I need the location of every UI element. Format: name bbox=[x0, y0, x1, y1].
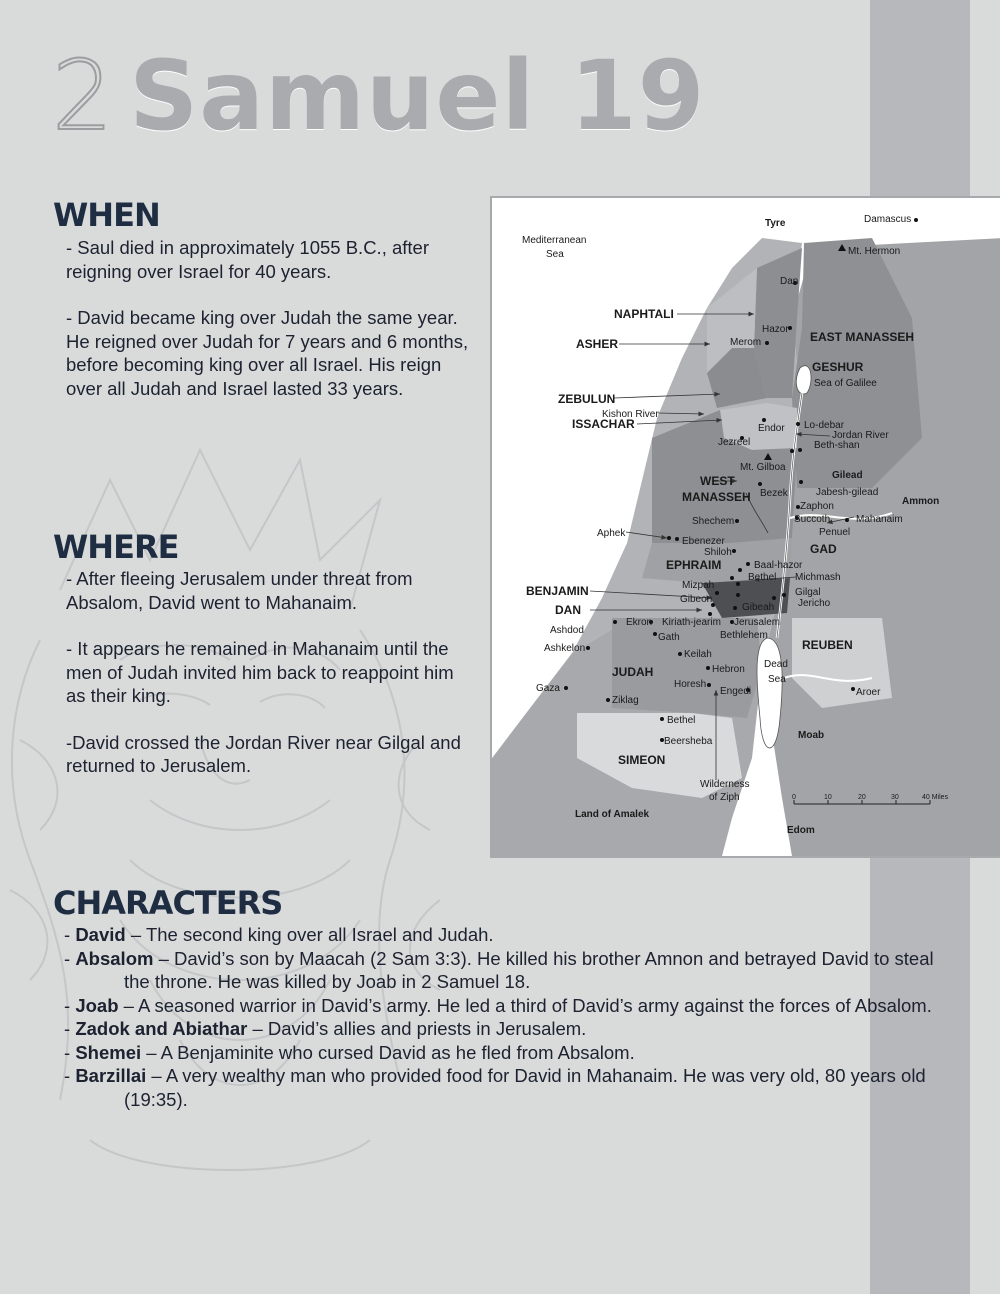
title-book-name: Samuel 19 bbox=[129, 40, 706, 152]
map-canvas bbox=[492, 198, 1000, 856]
map-label: REUBEN bbox=[802, 638, 853, 652]
character-item: - Absalom – David’s son by Maacah (2 Sam 3:3). He killed his brother Amnon and betrayed David to steal the throne. He was killed by Joab in 2 Samuel 18. bbox=[64, 947, 934, 992]
character-name: Zadok and Abiathar bbox=[75, 1018, 248, 1039]
characters-heading: CHARACTERS bbox=[53, 884, 283, 922]
character-item: - Barzillai – A very wealthy man who provided food for David in Mahanaim. He was very old, 80 years old (19:35). bbox=[64, 1065, 926, 1110]
map-label: Kishon River bbox=[602, 409, 659, 420]
map-label: Horesh bbox=[674, 679, 707, 690]
map-label: Succoth bbox=[794, 514, 831, 525]
map-label: Mediterranean bbox=[522, 235, 587, 246]
map-label: Mahanaim bbox=[856, 514, 903, 525]
map-label: Bethel bbox=[748, 572, 777, 583]
map-label: Zaphon bbox=[800, 501, 834, 512]
character-item: - Joab – A seasoned warrior in David’s army. He led a third of David’s army against the forces of Absalom. bbox=[64, 994, 932, 1016]
map-label: Hazor bbox=[762, 324, 789, 335]
map-label: Bethel bbox=[667, 715, 696, 726]
dead-sea bbox=[757, 638, 782, 748]
map-label: Aphek bbox=[597, 528, 626, 539]
character-description: – David’s son by Maacah (2 Sam 3:3). He killed his brother Amnon and betrayed David to steal the throne. He was killed by Joab in 2 Samuel 18. bbox=[124, 947, 934, 992]
map-label: Bezek bbox=[760, 488, 788, 499]
map-label: Sea of Galilee bbox=[814, 378, 877, 389]
character-name: David bbox=[75, 924, 126, 945]
character-name: Joab bbox=[75, 994, 119, 1016]
map-label: Ashkelon bbox=[544, 643, 586, 654]
character-description: – David’s allies and priests in Jerusalem. bbox=[247, 1018, 587, 1039]
character-description: – The second king over all Israel and Judah. bbox=[125, 924, 494, 945]
character-description: – A seasoned warrior in David’s army. He led a third of David’s army against the forces of Absalom. bbox=[118, 994, 932, 1016]
map-label: Dead bbox=[764, 659, 788, 670]
scale-tick-label: 20 bbox=[858, 794, 866, 801]
character-item: - Shemei – A Benjaminite who cursed David as he fled from Absalom. bbox=[64, 1041, 635, 1063]
character-item: - Zadok and Abiathar – David’s allies and priests in Jerusalem. bbox=[64, 1018, 587, 1039]
map-label: Mizpah bbox=[682, 580, 715, 591]
map-label: Ebenezer bbox=[682, 536, 725, 547]
where-text bbox=[66, 567, 476, 801]
scale-tick-label: 30 bbox=[891, 794, 899, 801]
map-label: Jabesh-gilead bbox=[816, 487, 879, 498]
map-label: Aroer bbox=[856, 687, 881, 698]
map-label: JUDAH bbox=[612, 665, 654, 679]
map-label: Edom bbox=[787, 825, 815, 836]
israel-tribes-map bbox=[490, 196, 1000, 858]
map-label: Dan bbox=[780, 276, 799, 287]
character-description: – A very wealthy man who provided food for David in Mahanaim. He was very old, 80 years old (19:35). bbox=[124, 1065, 926, 1110]
map-label: Sea bbox=[768, 674, 786, 685]
map-label: Mt. Gilboa bbox=[740, 462, 786, 473]
map-label: Gilead bbox=[832, 470, 863, 481]
map-label: Damascus bbox=[864, 214, 912, 225]
map-label: Gibeon bbox=[680, 594, 713, 605]
map-label: Shiloh bbox=[704, 547, 732, 558]
character-name: Barzillai bbox=[75, 1065, 147, 1086]
map-label: MANASSEH bbox=[682, 490, 751, 504]
map-label: Jezreel bbox=[718, 437, 751, 448]
map-label: Baal-hazor bbox=[754, 560, 803, 571]
where-paragraph: -David crossed the Jordan River near Gilgal and returned to Jerusalem. bbox=[66, 731, 461, 776]
map-label: GAD bbox=[810, 542, 837, 556]
map-label: Ashdod bbox=[550, 625, 584, 636]
where-heading: WHERE bbox=[53, 528, 179, 566]
map-label: Michmash bbox=[795, 572, 841, 583]
when-paragraph: - Saul died in approximately 1055 B.C., after reigning over Israel for 40 years. bbox=[66, 237, 429, 282]
title-chapter-number: 2 bbox=[52, 40, 112, 152]
where-paragraph: - After fleeing Jerusalem under threat from Absalom, David went to Mahanaim. bbox=[66, 568, 413, 613]
map-label: Beersheba bbox=[664, 736, 713, 747]
map-label: Gaza bbox=[536, 683, 560, 694]
map-label: Gilgal bbox=[795, 587, 821, 598]
map-label: EAST MANASSEH bbox=[810, 330, 915, 344]
map-label: Ziklag bbox=[612, 695, 639, 706]
map-label: EPHRAIM bbox=[666, 558, 722, 572]
map-label: WEST bbox=[700, 474, 735, 488]
page-title bbox=[52, 40, 705, 150]
map-label: Keilah bbox=[684, 649, 712, 660]
map-label: Ammon bbox=[902, 496, 940, 507]
characters-list bbox=[64, 923, 944, 1111]
when-paragraph: - David became king over Judah the same year. He reigned over Judah for 7 years and 6 months, before becoming king over all Israel. His reign over all Judah and Israel lasted 33 years. bbox=[66, 307, 469, 399]
map-label: Penuel bbox=[819, 527, 851, 538]
scale-tick-label: 0 bbox=[792, 794, 796, 801]
map-label: Merom bbox=[730, 337, 762, 348]
map-label: Gath bbox=[658, 632, 680, 643]
character-name: Absalom bbox=[75, 947, 154, 969]
map-label: Bethlehem bbox=[720, 630, 768, 641]
map-label: of Ziph bbox=[709, 792, 740, 803]
map-label: Endor bbox=[758, 423, 785, 434]
where-paragraph: - It appears he remained in Mahanaim until the men of Judah invited him back to reappoint him as their king. bbox=[66, 638, 454, 706]
map-label: Tyre bbox=[765, 218, 786, 229]
map-label: Kiriath-jearim bbox=[662, 617, 721, 628]
map-label: Hebron bbox=[712, 664, 745, 675]
map-label: Ekron bbox=[626, 617, 653, 628]
map-label: ZEBULUN bbox=[558, 392, 616, 406]
scale-tick-label: 10 bbox=[824, 794, 832, 801]
map-label: SIMEON bbox=[618, 753, 666, 767]
character-name: Shemei bbox=[75, 1041, 142, 1063]
map-label: Beth-shan bbox=[814, 440, 860, 451]
map-label: Wilderness bbox=[700, 779, 750, 790]
map-label: GESHUR bbox=[812, 360, 864, 374]
when-text bbox=[66, 236, 476, 423]
map-label: Gibeah bbox=[742, 602, 775, 613]
map-label: Moab bbox=[798, 730, 825, 741]
map-label: Shechem bbox=[692, 516, 735, 527]
map-label: DAN bbox=[555, 603, 581, 617]
map-label: Mt. Hermon bbox=[848, 246, 901, 257]
map-label: Jordan River bbox=[832, 430, 889, 441]
character-description: – A Benjaminite who cursed David as he fled from Absalom. bbox=[141, 1041, 635, 1063]
map-label: ISSACHAR bbox=[572, 417, 635, 431]
map-label: NAPHTALI bbox=[614, 307, 674, 321]
map-label: Sea bbox=[546, 249, 564, 260]
map-label: Land of Amalek bbox=[575, 809, 650, 820]
character-item: - David – The second king over all Israel and Judah. bbox=[64, 924, 494, 945]
when-heading: WHEN bbox=[53, 196, 160, 234]
map-label: Engedi bbox=[720, 686, 752, 697]
scale-tick-label: 40 Miles bbox=[922, 794, 949, 801]
map-label: Jericho bbox=[798, 598, 831, 609]
map-label: BENJAMIN bbox=[526, 584, 589, 598]
map-label: Jerusalem bbox=[734, 617, 781, 628]
map-label: Lo-debar bbox=[804, 420, 845, 431]
map-label: ASHER bbox=[576, 337, 619, 351]
